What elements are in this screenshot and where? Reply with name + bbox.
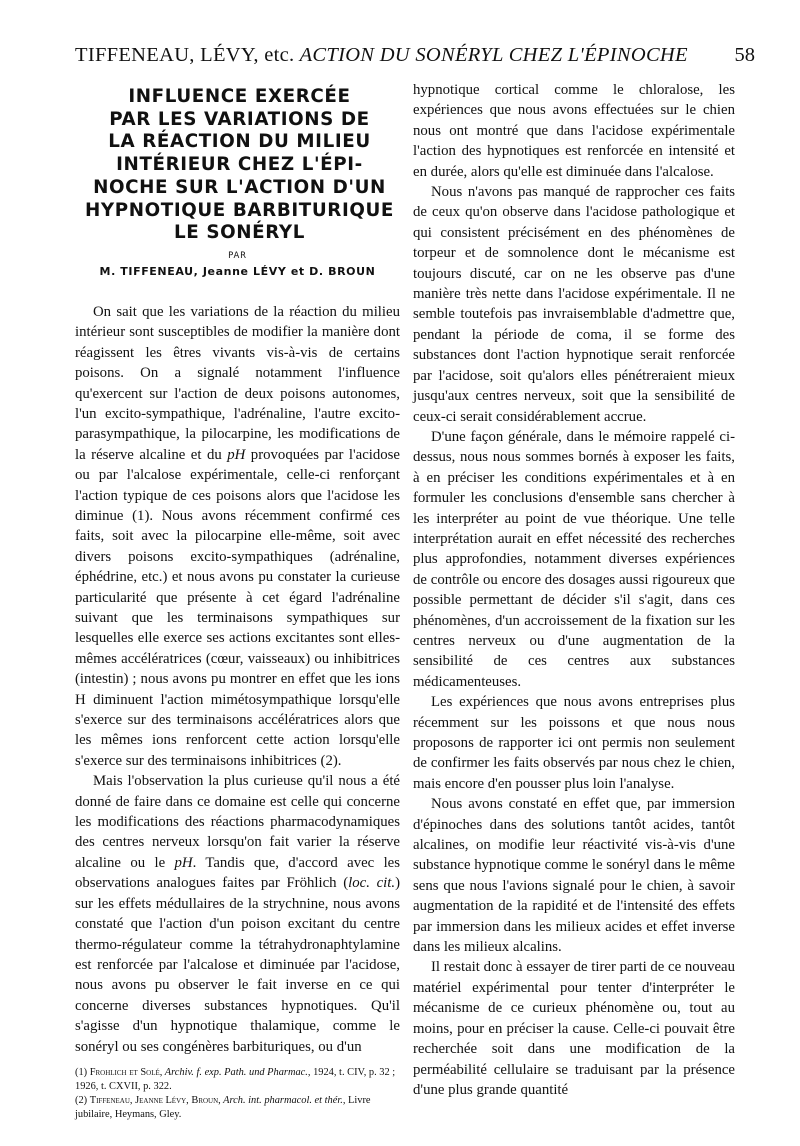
title-line: INTÉRIEUR CHEZ L'ÉPI-	[116, 154, 363, 176]
paragraph-5: D'une façon générale, dans le mémoire rappelé ci-dessus, nous nous sommes bornés à exposer les faits, à en préciser les conditions expérimentales et à en formuler les conclusions d'ensemble sans chercher à les interpréter au point de vue théorique. Une telle interprétation aurait en effet nécessité des recherches plus approfondies, notamment diverses expériences de contrôle ou encore des dosages aussi rigoureux que possible permettant de décider s'il s'agit, dans ces phénomènes, d'un accroissement de la fixation sur les centres nerveux ou d'une augmentation de la sensibilité de ces centres aux substances médicamenteuses.	[413, 428, 735, 690]
right-body	[413, 80, 735, 1100]
left-body	[75, 302, 400, 1057]
ph-term: pH	[174, 854, 193, 871]
right-column	[413, 80, 735, 1100]
paragraph-3: hypnotique cortical comme le chloralose, les expériences que nous avons effectuées sur le chien nous ont montré que dans l'acidose expérimentale l'action des hypnotiques est renforcée en intensité et en durée, alors qu'elle est diminuée dans l'alcalose.	[413, 82, 735, 180]
paragraph-1: On sait que les variations de la réaction du milieu intérieur sont susceptibles de modifier la manière dont réagissent les êtres vivants vis-à-vis de certains poisons. On a signalé notamment l'influence qu'exercent sur l'action de deux poisons autonomes, l'un excito-sympathique, l'adrénaline, l'autre excito-parasympathique, la pilocarpine, les modifications de la réserve alcaline et du pH provoquées par l'acidose ou par l'alcalose expérimentale, celle-ci renforçant l'action typique de ces poisons alors que l'acidose les diminue (1). Nous avons récemment confirmé ces faits, soit avec la pilocarpine elle-même, soit avec divers poisons excito-sympathiques (adrénaline, éphédrine, etc.) et nous avons pu constater la curieuse particularité que présente à cet égard l'adrénaline suivant que les terminaisons sympathiques sur lesquelles elle exerce ses actions excitantes sont elles-mêmes accélératrices (cœur, vaisseaux) ou inhibitrices (intestin) ; nous avons pu montrer en effet que les ions H diminuent l'action mimétosympathique lorsqu'elle s'exerce sur des terminaisons accélératrices alors que les mêmes ions renforcent cette action lorsqu'elle s'exerce sur des terminaisons inhibitrices (2).	[75, 303, 400, 769]
paragraph-6: Les expériences que nous avons entreprises plus récemment sur les poissons et que nous nous proposons de rapporter ici ont permis non seulement de confirmer les faits observés par nous chez le chien, mais encore d'en pousser plus loin l'analyse.	[413, 694, 735, 792]
article-title	[75, 82, 400, 245]
running-head-title: ACTION DU SONÉRYL CHEZ L'ÉPINOCHE	[299, 44, 688, 66]
title-line: LE SONÉRYL	[174, 222, 305, 244]
title-line: PAR LES VARIATIONS DE	[109, 108, 370, 130]
running-head	[75, 44, 755, 72]
title-line: NOCHE SUR L'ACTION D'UN	[93, 176, 386, 198]
left-column	[75, 80, 400, 1122]
par-label: PAR	[228, 250, 247, 261]
paragraph-7: Nous avons constaté en effet que, par immersion d'épinoches dans des solutions tantôt acides, tantôt alcalines, on modifie leur réactivité vis-à-vis d'une substance hypnotique comme le sonéryl dans le même sens que nous l'avions signalé pour le chien, à savoir augmentation de la rapidité et de l'intensité des effets par immersion dans les milieux acides et effet inverse dans les milieux alcalins.	[413, 796, 735, 956]
page-number: 58	[734, 44, 755, 66]
footnote-1: (1) Frohlich et Solé, Archiv. f. exp. Path. und Pharmac., 1924, t. CIV, p. 32 ; 1926, t. CXVII, p. 322.	[75, 1066, 396, 1092]
paragraph-8: Il restait donc à essayer de tirer parti de ce nouveau matériel expérimental pour tenter d'interpréter le mécanisme de ce curieux phénomène ou, tout au moins, pour en préciser la cause. Celle-ci pouvait être recherchée soit dans une modification de la perméabilité cellulaire se traduisant par la présence d'une plus grande quantité	[413, 959, 736, 1098]
ph-term: pH	[227, 446, 246, 463]
paragraph-4: Nous n'avons pas manqué de rapprocher ces faits de ceux qu'on observe dans l'acidose pathologique et qui consistent précisément en des phénomènes de torpeur et de somnolence dont le mécanisme est toujours discuté, car on ne les observe pas d'une manière très nette dans l'acidose expérimentale. Il ne semble toutefois pas invraisemblable d'admettre que, pendant la période de coma, il se forme des substances dont l'action hypnotique serait renforcée par l'acidose, soit qu'alors elles pénétreraient mieux jusqu'aux centres nerveux, soit que la sensibilité de ceux-ci serait considérablement accrue.	[413, 184, 735, 425]
title-line: HYPNOTIQUE BARBITURIQUE	[84, 199, 395, 221]
article-authors: M. TIFFENEAU, Jeanne LÉVY et D. BROUN	[99, 264, 376, 278]
paragraph-2: Mais l'observation la plus curieuse qu'il nous a été donné de faire dans ce domaine est celle qui concerne les modifications des réactions pharmacodynamiques des centres nerveux lorsqu'on fait varier la réserve alcaline ou le pH. Tandis que, d'accord avec les observations analogues faites par Fröhlich (loc. cit.) sur les effets médullaires de la strychnine, nous avons constaté que l'action d'un poison excitant du centre thermo-régulateur comme la tétrahydronaphtylamine est renforcée par l'alcalose et diminuée par l'acidose, nous avons pu observer le fait inverse en ce qui concerne diverses substances hypnotiques. Qu'il s'agisse d'un hypnotique thalamique, comme le sonéryl ou ses congénères barbituriques, ou d'un	[75, 773, 401, 1055]
running-head-authors: TIFFENEAU, LÉVY, etc.	[75, 44, 295, 66]
footnote-2: (2) Tiffeneau, Jeanne Lévy, Broun, Arch. int. pharmacol. et thér., Livre jubilaire, Heymans, Gley.	[75, 1094, 371, 1120]
title-line: LA RÉACTION DU MILIEU	[108, 131, 371, 153]
title-line: INFLUENCE EXERCÉE	[128, 86, 351, 107]
loc-cit: loc. cit.	[348, 875, 396, 892]
footnotes	[75, 1066, 400, 1122]
